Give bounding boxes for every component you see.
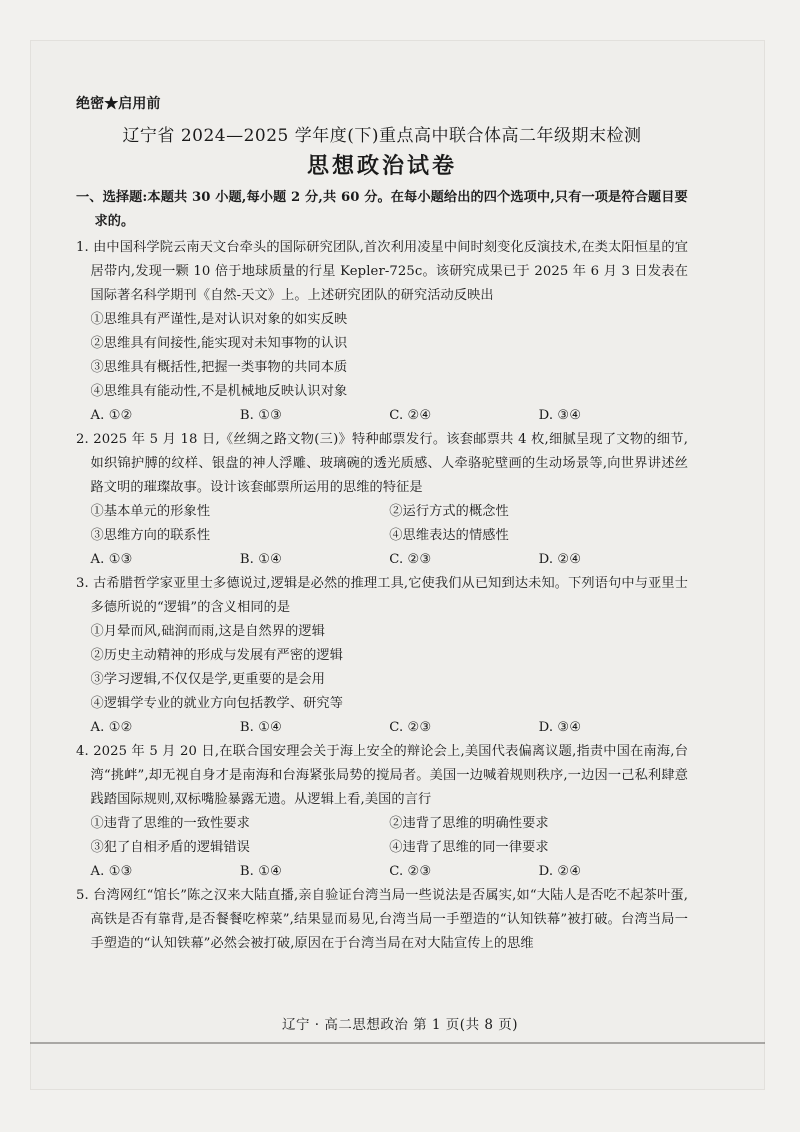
statement-options [76,812,688,860]
choice-a: A. ①② [90,720,133,735]
question-1 [76,236,688,428]
choice-a: A. ①③ [90,552,133,567]
choice-c: C. ②④ [389,408,432,423]
choice-a: A. ①② [90,408,133,423]
page-footer: 辽宁 · 高二思想政治 第 1 页(共 8 页) [281,1017,519,1033]
statement-option: ①违背了思维的一致性要求 [90,816,250,831]
statement-option: ③学习逻辑,不仅仅是学,更重要的是会用 [90,672,325,687]
question-stem: 1. 由中国科学院云南天文台牵头的国际研究团队,首次利用凌星中间时刻变化反演技术,在类太阳恒星的宜居带内,发现一颗 10 倍于地球质量的行星 Kepler-725c。该研究成果已于 2025 年 6 月 3 日发表在国际著名科学期刊《自然-天文》上。上述研究团队的研究活动反映出 [76,240,688,303]
answer-choices [76,716,688,740]
exam-title: 辽宁省 2024—2025 学年度(下)重点高中联合体高二年级期末检测 [122,126,642,146]
choice-b: B. ①③ [239,408,283,423]
exam-content [76,92,688,956]
choice-b: B. ①④ [239,720,283,735]
statement-option: ④逻辑学专业的就业方向包括教学、研究等 [90,696,343,711]
question-stem: 5. 台湾网红“馆长”陈之汉来大陆直播,亲自验证台湾当局一些说法是否属实,如“大陆人是否吃不起茶叶蛋,高铁是否有靠背,是否餐餐吃榨菜”,结果显而易见,台湾当局一手塑造的“认知铁幕”被打破。台湾当局一手塑造的“认知铁幕”必然会被打破,原因在于台湾当局在对大陆宣传上的思维 [76,888,688,951]
choice-d: D. ②④ [538,552,582,567]
statement-option: ③思维具有概括性,把握一类事物的共同本质 [90,360,348,375]
question-stem: 3. 古希腊哲学家亚里士多德说过,逻辑是必然的推理工具,它使我们从已知到达未知。下列语句中与亚里士多德所说的“逻辑”的含义相同的是 [76,576,688,615]
choice-c: C. ②③ [389,720,432,735]
question-stem: 4. 2025 年 5 月 20 日,在联合国安理会关于海上安全的辩论会上,美国代表偏离议题,指责中国在南海,台湾“挑衅”,却无视自身才是南海和台海紧张局势的搅局者。美国一边喊着规则秩序,一边因一己私利肆意践踏国际规则,双标嘴脸暴露无遗。从逻辑上看,美国的言行 [76,744,688,807]
statement-option: ①思维具有严谨性,是对认识对象的如实反映 [90,312,348,327]
question-5 [76,884,688,956]
statement-option: ③犯了自相矛盾的逻辑错误 [90,840,250,855]
choice-a: A. ①③ [90,864,133,879]
statement-option: ③思维方向的联系性 [90,528,211,543]
statement-option: ②思维具有间接性,能实现对未知事物的认识 [90,336,348,351]
question-4 [76,740,688,884]
choice-b: B. ①④ [239,552,283,567]
statement-option: ①基本单元的形象性 [90,504,211,519]
choice-d: D. ②④ [538,864,582,879]
section-intro: 一、选择题:本题共 30 小题,每小题 2 分,共 60 分。在每小题给出的四个选项中,只有一项是符合题目要求的。 [76,190,688,229]
secret-label: 绝密★启用前 [76,96,161,112]
question-stem: 2. 2025 年 5 月 18 日,《丝绸之路文物(三)》特种邮票发行。该套邮票共 4 枚,细腻呈现了文物的细节,如织锦护膊的纹样、银盘的神人浮雕、玻璃碗的透光质感、人牵骆驼壁画的生动场景等,向世界讲述丝路文明的璀璨故事。设计该套邮票所运用的思维的特征是 [76,432,688,495]
statement-option: ②历史主动精神的形成与发展有严密的逻辑 [90,648,343,663]
question-2 [76,428,688,572]
choice-d: D. ③④ [538,408,582,423]
choice-c: C. ②③ [389,864,432,879]
answer-choices [76,548,688,572]
statement-option: ④思维表达的情感性 [389,528,509,543]
answer-choices [76,860,688,884]
statement-option: ①月晕而风,础润而雨,这是自然界的逻辑 [90,624,325,639]
choice-c: C. ②③ [389,552,432,567]
choice-d: D. ③④ [538,720,582,735]
statement-option: ②运行方式的概念性 [389,504,509,519]
statement-option: ④违背了思维的同一律要求 [389,840,549,855]
page-bottom-divider [30,1042,765,1044]
statement-option: ④思维具有能动性,不是机械地反映认识对象 [90,384,348,399]
subject-title: 思想政治试卷 [306,153,457,179]
statement-option: ②违背了思维的明确性要求 [389,816,549,831]
statement-options [76,500,688,548]
question-3 [76,572,688,740]
choice-b: B. ①④ [239,864,283,879]
answer-choices [76,404,688,428]
